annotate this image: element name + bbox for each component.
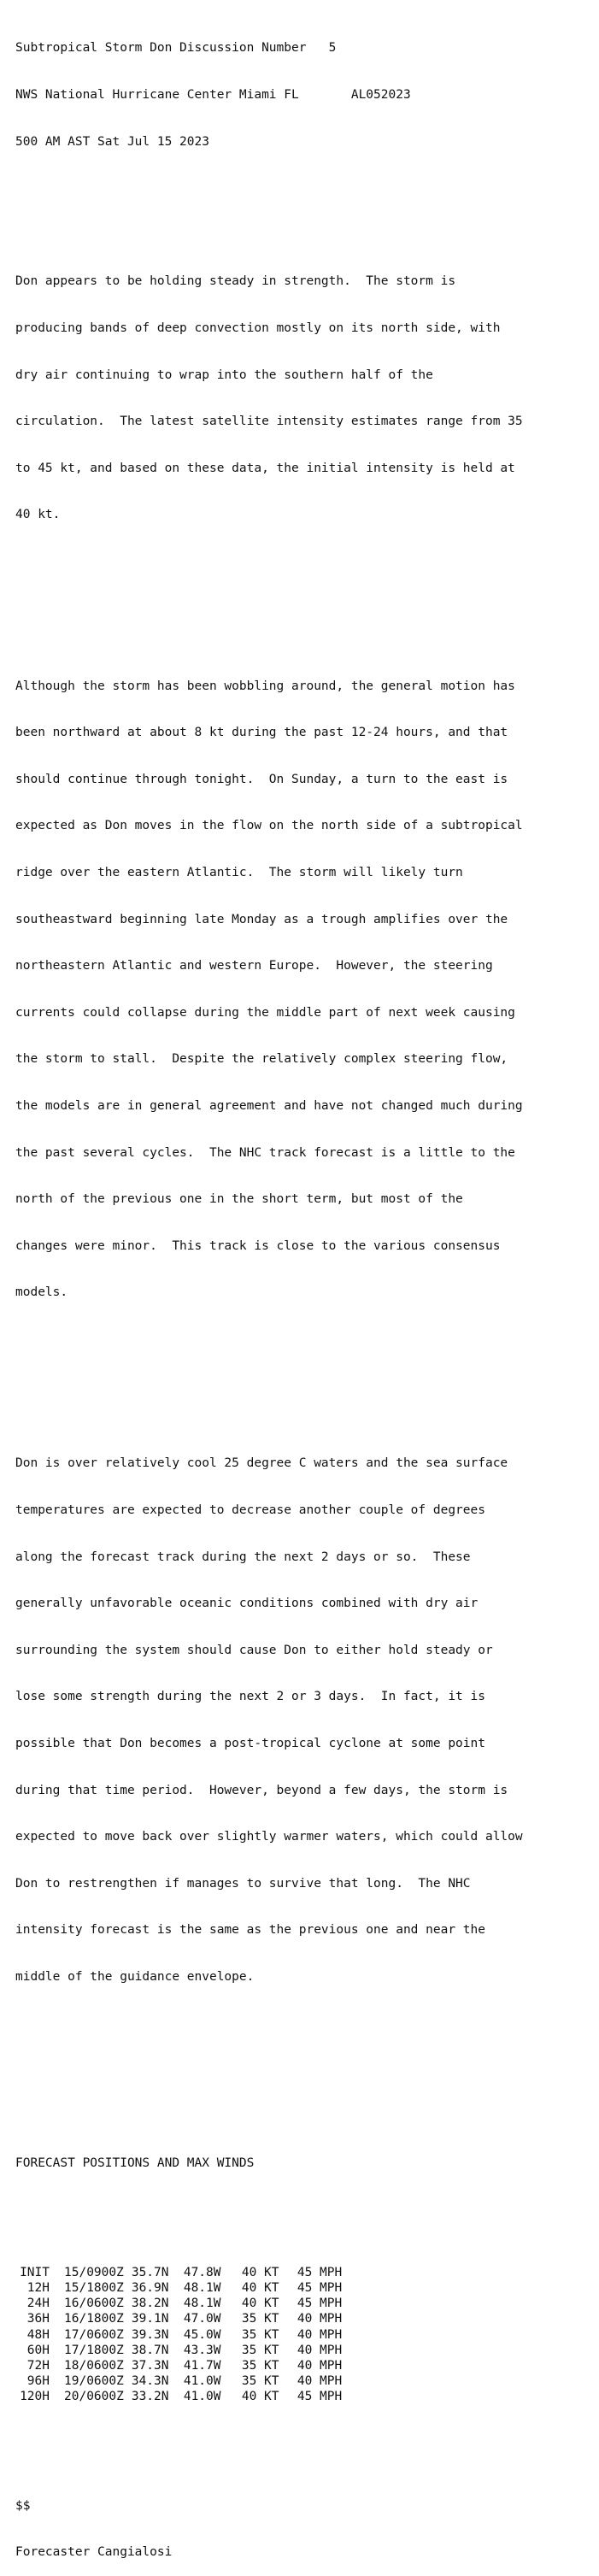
discussion-document — [15, 9, 523, 2576]
forecast-wind-kt: 35 KT — [241, 2374, 279, 2389]
forecast-lat: 39.1N — [131, 2312, 169, 2326]
text-line: models. — [15, 1285, 68, 1300]
forecast-time: 18/0600Z — [64, 2359, 124, 2373]
text-line: southeastward beginning late Monday as a trough amplifies over the — [15, 912, 508, 926]
forecast-wind-kt: 40 KT — [241, 2297, 279, 2311]
forecast-wind-kt: 40 KT — [241, 2281, 279, 2295]
forecast-wind-mph: 40 MPH — [297, 2374, 343, 2389]
forecast-hour: 48H — [26, 2327, 50, 2342]
text-line: the past several cycles. The NHC track forecast is a little to the — [15, 1145, 515, 1160]
text-line: surrounding the system should cause Don to either hold steady or — [15, 1643, 493, 1657]
forecast-table — [15, 2265, 349, 2405]
forecast-time: 19/0600Z — [64, 2374, 124, 2389]
text-line: Don is over relatively cool 25 degree C waters and the sea surface — [15, 1456, 508, 1471]
table-row — [15, 2373, 349, 2389]
forecast-lat: 33.2N — [131, 2390, 169, 2404]
text-line: intensity forecast is the same as the previous one and near the — [15, 1923, 485, 1938]
forecast-wind-mph: 40 MPH — [297, 2312, 343, 2326]
forecast-lon: 48.1W — [183, 2297, 221, 2311]
text-line: the storm to stall. Despite the relatively complex steering flow, — [15, 1052, 508, 1067]
paragraph-track — [15, 647, 523, 1332]
forecast-lon: 41.0W — [183, 2390, 221, 2404]
forecast-hour: 36H — [26, 2312, 50, 2326]
end-marker: $$ — [15, 2498, 31, 2513]
forecast-time: 17/0600Z — [64, 2327, 124, 2342]
forecast-wind-kt: 35 KT — [241, 2343, 279, 2357]
text-line: expected as Don moves in the flow on the north side of a subtropical — [15, 819, 523, 833]
forecast-time: 17/1800Z — [64, 2343, 124, 2357]
text-line: changes were minor. This track is close to the various consensus — [15, 1238, 501, 1253]
forecast-lon: 41.7W — [183, 2359, 221, 2373]
text-line: Don appears to be holding steady in strength. The storm is — [15, 274, 456, 289]
forecast-time: 15/0900Z — [64, 2265, 124, 2279]
table-row — [15, 2358, 349, 2373]
text-line: northeastern Atlantic and western Europe. However, the steering — [15, 959, 493, 973]
table-row — [15, 2343, 349, 2358]
text-line: producing bands of deep convection mostly on its north side, with — [15, 321, 501, 335]
text-line: currents could collapse during the middle part of next week causing — [15, 1005, 515, 1020]
text-line: the models are in general agreement and have not changed much during — [15, 1098, 523, 1113]
text-line: Although the storm has been wobbling around, the general motion has — [15, 679, 515, 693]
forecast-wind-kt: 40 KT — [241, 2265, 279, 2279]
table-row — [15, 2311, 349, 2326]
forecast-lon: 41.0W — [183, 2374, 221, 2389]
forecast-heading: FORECAST POSITIONS AND MAX WINDS — [15, 2156, 255, 2171]
forecast-wind-mph: 40 MPH — [297, 2359, 343, 2373]
issuing-office: NWS National Hurricane Center Miami FL AL052023 — [15, 88, 411, 102]
forecast-hour: 96H — [26, 2374, 50, 2389]
forecast-lat: 36.9N — [131, 2281, 169, 2295]
text-line: generally unfavorable oceanic conditions combined with dry air — [15, 1597, 479, 1611]
table-row — [15, 2389, 349, 2404]
forecast-time: 15/1800Z — [64, 2281, 124, 2295]
paragraph-intensity — [15, 243, 523, 554]
forecast-time: 16/1800Z — [64, 2312, 124, 2326]
forecast-time: 20/0600Z — [64, 2390, 124, 2404]
text-line: during that time period. However, beyond a few days, the storm is — [15, 1783, 508, 1797]
forecast-lat: 35.7N — [131, 2265, 169, 2279]
forecast-lat: 38.2N — [131, 2297, 169, 2311]
forecast-lat: 34.3N — [131, 2374, 169, 2389]
forecast-hour: 24H — [26, 2297, 50, 2311]
forecast-wind-kt: 35 KT — [241, 2359, 279, 2373]
text-line: dry air continuing to wrap into the southern half of the — [15, 368, 433, 382]
forecast-lon: 45.0W — [183, 2327, 221, 2342]
table-row — [15, 2327, 349, 2343]
text-line: Don to restrengthen if manages to survive that long. The NHC — [15, 1876, 471, 1891]
forecast-hour: 72H — [26, 2359, 50, 2373]
text-line: middle of the guidance envelope. — [15, 1970, 255, 1985]
forecast-time: 16/0600Z — [64, 2297, 124, 2311]
text-line: north of the previous one in the short term, but most of the — [15, 1192, 463, 1207]
issue-time: 500 AM AST Sat Jul 15 2023 — [15, 134, 209, 149]
text-line: ridge over the eastern Atlantic. The storm will likely turn — [15, 865, 463, 879]
paragraph-environment — [15, 1425, 523, 2016]
forecast-hour: 12H — [26, 2281, 50, 2295]
text-line: been northward at about 8 kt during the past 12-24 hours, and that — [15, 726, 508, 740]
table-row — [15, 2296, 349, 2311]
text-line: lose some strength during the next 2 or 3 days. In fact, it is — [15, 1690, 485, 1704]
table-row — [15, 2280, 349, 2296]
forecast-lon: 47.0W — [183, 2312, 221, 2326]
forecaster-signature: Forecaster Cangialosi — [15, 2545, 173, 2560]
forecast-hour: 120H — [20, 2390, 50, 2404]
text-line: circulation. The latest satellite intensity estimates range from 35 — [15, 415, 523, 429]
text-line: 40 kt. — [15, 508, 61, 522]
table-row — [15, 2265, 349, 2280]
text-line: should continue through tonight. On Sunday, a turn to the east is — [15, 772, 508, 786]
forecast-lon: 43.3W — [183, 2343, 221, 2357]
forecast-wind-kt: 40 KT — [241, 2390, 279, 2404]
text-line: possible that Don becomes a post-tropical cyclone at some point — [15, 1737, 485, 1751]
forecast-wind-mph: 40 MPH — [297, 2327, 343, 2342]
forecast-wind-kt: 35 KT — [241, 2312, 279, 2326]
forecast-lat: 39.3N — [131, 2327, 169, 2342]
forecast-wind-kt: 35 KT — [241, 2327, 279, 2342]
forecast-wind-mph: 45 MPH — [297, 2265, 343, 2279]
forecast-wind-mph: 45 MPH — [297, 2390, 343, 2404]
forecast-lat: 38.7N — [131, 2343, 169, 2357]
forecast-hour: INIT — [20, 2265, 50, 2279]
forecast-wind-mph: 45 MPH — [297, 2297, 343, 2311]
forecast-lat: 37.3N — [131, 2359, 169, 2373]
forecast-wind-mph: 45 MPH — [297, 2281, 343, 2295]
text-line: expected to move back over slightly warmer waters, which could allow — [15, 1830, 523, 1844]
forecast-wind-mph: 40 MPH — [297, 2343, 343, 2357]
text-line: along the forecast track during the next 2 days or so. These — [15, 1550, 471, 1564]
text-line: to 45 kt, and based on these data, the initial intensity is held at — [15, 461, 515, 475]
discussion-title: Subtropical Storm Don Discussion Number 5 — [15, 41, 337, 56]
forecast-hour: 60H — [26, 2343, 50, 2357]
forecast-lon: 48.1W — [183, 2281, 221, 2295]
text-line: temperatures are expected to decrease another couple of degrees — [15, 1503, 485, 1518]
forecast-lon: 47.8W — [183, 2265, 221, 2279]
